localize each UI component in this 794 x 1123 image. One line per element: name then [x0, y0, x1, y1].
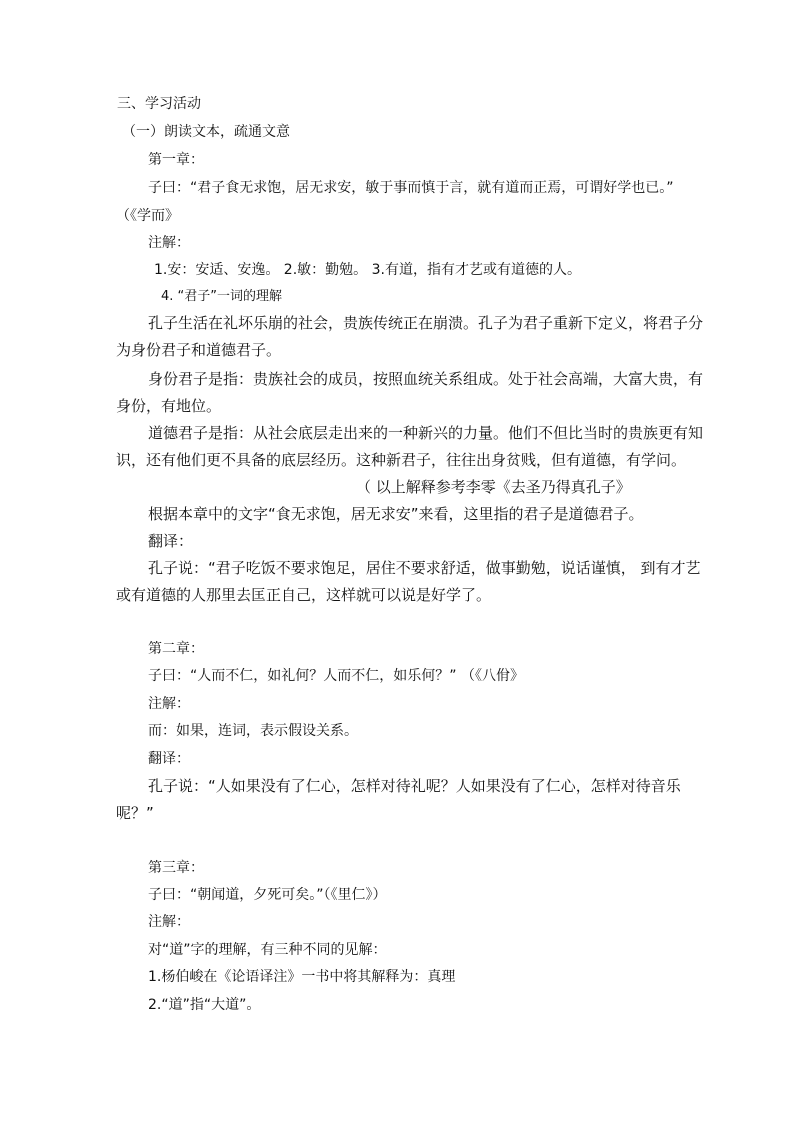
chapter1-para2-line2: 身份，有地位。	[116, 397, 222, 415]
chapter1-reference: （ 以上解释参考李零《去圣乃得真孔子》	[356, 478, 631, 496]
chapter2-title: 第二章：	[148, 641, 204, 657]
chapter1-para1-line2: 为身份君子和道德君子。	[116, 341, 282, 359]
chapter2-translation-line2: 呢？”	[116, 804, 154, 822]
chapter1-notes: 1.安：安适、安逸。 2.敏：勤勉。 3.有道，指有才艺或有道德的人。	[154, 262, 581, 278]
chapter1-quote-source: （《学而》	[116, 208, 179, 224]
chapter1-translation-line1: 孔子说：“君子吃饭不要求饱足，居住不要求舒适，做事勤勉，说话谨慎， 到有才艺	[148, 559, 701, 577]
subheading: （一）朗读文本，疏通文意	[122, 124, 290, 140]
chapter2-note: 而：如果，连词，表示假设关系。	[148, 723, 358, 739]
chapter2-notes-label: 注解：	[148, 696, 190, 712]
chapter1-para2-line1: 身份君子是指：贵族社会的成员，按照血统关系组成。处于社会高端，大富大贵，有	[148, 370, 704, 388]
chapter2-translation-line1: 孔子说：“人如果没有了仁心，怎样对待礼呢？人如果没有了仁心，怎样对待音乐	[148, 777, 681, 795]
chapter3-notes-label: 注解：	[148, 914, 190, 930]
chapter3-quote: 子曰：“朝闻道，夕死可矣。”（《里仁》）	[148, 887, 387, 903]
chapter3-title: 第三章：	[148, 860, 204, 876]
chapter1-para1-line1: 孔子生活在礼坏乐崩的社会，贵族传统正在崩溃。孔子为君子重新下定义，将君子分	[148, 314, 704, 332]
chapter3-item2: 2.“道”指“大道”。	[148, 997, 261, 1013]
chapter1-notes-label: 注解：	[148, 235, 190, 251]
chapter1-conclusion: 根据本章中的文字“食无求饱，居无求安”来看，这里指的君子是道德君子。	[148, 505, 644, 523]
chapter1-para3-line1: 道德君子是指：从社会底层走出来的一种新兴的力量。他们不但比当时的贵族更有知	[148, 424, 704, 442]
chapter1-quote: 子曰：“君子食无求饱，居无求安，敏于事而慎于言，就有道而正焉，可谓好学也已。”	[148, 180, 674, 196]
chapter1-translation-line2: 或有道德的人那里去匡正自己，这样就可以说是好学了。	[116, 586, 492, 604]
chapter1-para3-line2: 识，还有他们更不具备的底层经历。这种新君子，往往出身贫贱，但有道德，有学问。	[116, 451, 687, 469]
chapter3-item1: 1.杨伯峻在《论语译注》一书中将其解释为：真理	[148, 969, 456, 985]
chapter1-translation-label: 翻译：	[148, 532, 194, 550]
chapter3-intro: 对“道”字的理解，有三种不同的见解：	[148, 942, 387, 958]
chapter2-quote: 子曰：“人而不仁，如礼何？人而不仁，如乐何？” （《八佾》	[148, 668, 524, 684]
chapter2-translation-label: 翻译：	[148, 751, 190, 767]
chapter1-title: 第一章：	[148, 152, 204, 168]
chapter1-note4-title: 4. “君子”一词的理解	[161, 289, 283, 304]
section-heading: 三、学习活动	[117, 96, 201, 112]
